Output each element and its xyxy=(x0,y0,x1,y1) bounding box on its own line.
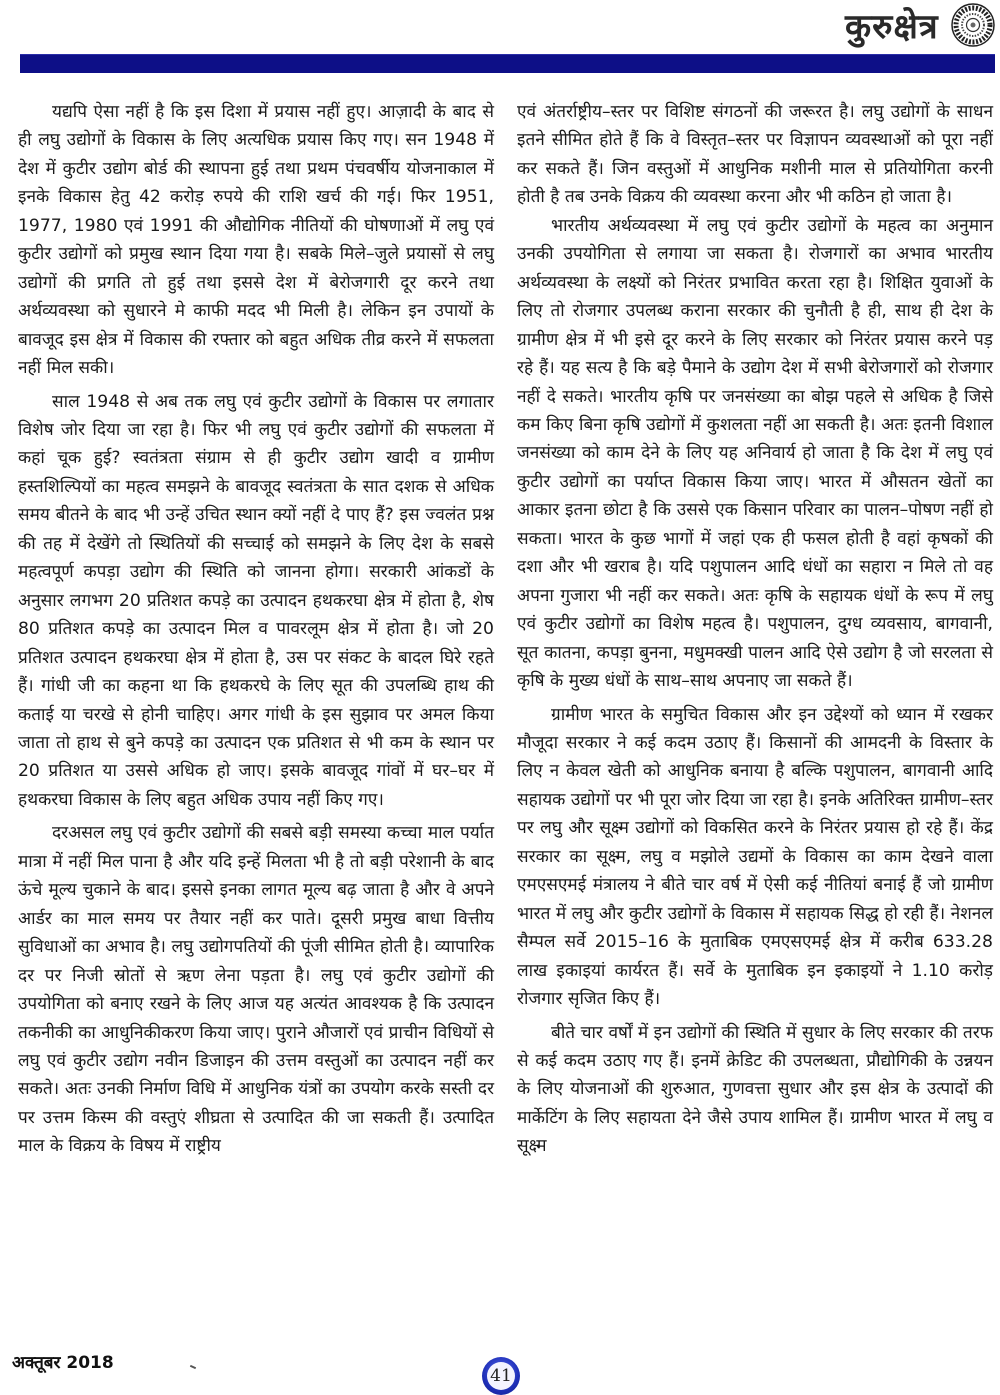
article-column-right xyxy=(517,98,993,1161)
masthead-title: कुरुक्षेत्र xyxy=(845,7,939,47)
print-mark xyxy=(190,1365,196,1369)
paragraph: साल 1948 से अब तक लघु एवं कुटीर उद्योगों के विकास पर लगातार विशेष जोर दिया जा रहा है। फिर भी लघु एवं कुटीर उद्योगों की सफलता में कहां चूक हुई? स्वतंत्रता संग्राम से ही कुटीर उद्योग खादी व ग्रामीण हस्तशिल्पियों का महत्व समझने के बावजूद स्वतंत्रता के सात दशक से अधिक समय बीतने के बाद भी उन्हें उचित स्थान क्यों नहीं दे पाए हैं? इस ज्वलंत प्रश्न की तह में देखेंगे तो स्थितियों की सच्चाई को समझने के लिए देश के सबसे महत्वपूर्ण कपड़ा उद्योग की स्थिति को जानना होगा। सरकारी आंकडों के अनुसार लगभग 20 प्रतिशत कपड़े का उत्पादन हथकरघा क्षेत्र में होता है, शेष 80 प्रतिशत कपड़े का उत्पादन मिल व पावरलूम क्षेत्र में होता है। जो 20 प्रतिशत उत्पादन हथकरघा क्षेत्र में होता है, उस पर संकट के बादल घिरे रहते हैं। गांधी जी का कहना था कि हथकरघे के लिए सूत की उपलब्धि हाथ की कताई या चरखे से होनी चाहिए। अगर गांधी के इस सुझाव पर अमल किया जाता तो हाथ से बुने कपड़े का उत्पादन एक प्रतिशत से भी कम के स्थान पर 20 प्रतिशत या उससे अधिक हो जाए। इसके बावजूद गांवों में घर–घर में हथकरघा विकास के लिए बहुत अधिक उपाय नहीं किए गए। xyxy=(18,391,494,810)
page-number: 41 xyxy=(487,1362,515,1390)
paragraph: भारतीय अर्थव्यवस्था में लघु एवं कुटीर उद्योगों के महत्व का अनुमान उनकी उपयोगिता से लगाया जा सकता है। रोजगारों का अभाव भारतीय अर्थव्यवस्था के लक्ष्यों को निरंतर प्रभावित करता रहा है। शिक्षित युवाओं के लिए तो रोजगार उपलब्ध कराना सरकार की चुनौती है ही, साथ ही देश के ग्रामीण क्षेत्र में भी इसे दूर करने के लिए सरकार को निरंतर प्रयास करने पड़ रहे हैं। यह सत्य है कि बड़े पैमाने के उद्योग देश में सभी बेरोजगारों को रोजगार नहीं दे सकते। भारतीय कृषि पर जनसंख्या का बोझ पहले से अधिक है जिसे कम किए बिना कृषि उद्योगों में कुशलता नहीं आ सकती है। अतः इतनी विशाल जनसंख्या को काम देने के लिए यह अनिवार्य हो जाता है कि देश में लघु एवं कुटीर उद्योगों का पर्याप्त विकास किया जाए। भारत में औसतन खेतों का आकार इतना छोटा है कि उससे एक किसान परिवार का पालन–पोषण नहीं हो सकता। भारत के कुछ भागों में जहां एक ही फसल होती है वहां कृषकों की दशा और भी खराब है। यदि पशुपालन आदि धंधों का सहारा न मिले तो वह अपना गुजारा भी नहीं कर सकते। अतः कृषि के सहायक धंधों के रूप में लघु एवं कुटीर उद्योगों का विशेष महत्व है। पशुपालन, दुग्ध व्यवसाय, बागवानी, सूत कातना, कपड़ा बुनना, मधुमक्खी पालन आदि ऐसे उद्योग है जो सरलता से कृषि के मुख्य धंधों के साथ–साथ अपनाए जा सकते हैं। xyxy=(517,215,993,692)
paragraph: दरअसल लघु एवं कुटीर उद्योगों की सबसे बड़ी समस्या कच्चा माल पर्यात मात्रा में नहीं मिल पाना है और यदि इन्हें मिलता भी है तो बड़ी परेशानी के बाद ऊंचे मूल्य चुकाने के बाद। इससे इनका लागत मूल्य बढ़ जाता है और वे अपने आर्डर का माल समय पर तैयार नहीं कर पाते। दूसरी प्रमुख बाधा वित्तीय सुविधाओं का अभाव है। लघु उद्योगपतियों की पूंजी सीमित होती है। व्यापारिक दर पर निजी स्रोतों से ऋण लेना पड़ता है। लघु एवं कुटीर उद्योगों की उपयोगिता को बनाए रखने के लिए आज यह अत्यंत आवश्यक है कि उत्पादन तकनीकी का आधुनिकीकरण किया जाए। पुराने औजारों एवं प्राचीन विधियों से लघु एवं कुटीर उद्योग नवीन डिजाइन की उत्तम वस्तुओं का उत्पादन नहीं कर सकते। अतः उनकी निर्माण विधि में आधुनिक यंत्रों का उपयोग करके सस्ती दर पर उत्तम किस्म की वस्तुएं शीघ्रता से उत्पादित की जा सकती हैं। उत्पादित माल के विक्रय के विषय में राष्ट्रीय xyxy=(18,823,494,1157)
paragraph: बीते चार वर्षों में इन उद्योगों की स्थिति में सुधार के लिए सरकार की तरफ से कई कदम उठाए गए हैं। इनमें क्रेडिट की उपलब्धता, प्रौद्योगिकी के उन्नयन के लिए योजनाओं की शुरुआत, गुणवत्ता सुधार और इस क्षेत्र के उत्पादों की मार्केटिंग के लिए सहायता देने जैसे उपाय शामिल हैं। ग्रामीण भारत में लघु व सूक्ष्म xyxy=(517,1022,993,1157)
issue-date: अक्तूबर 2018 xyxy=(12,1353,114,1373)
article-column-left xyxy=(18,98,494,1161)
paragraph: एवं अंतर्राष्ट्रीय–स्तर पर विशिष्ट संगठनों की जरूरत है। लघु उद्योगों के साधन इतने सीमित होते हैं कि वे विस्तृत–स्तर पर विज्ञापन व्यवस्थाओं को पूरा नहीं कर सकते हैं। जिन वस्तुओं में आधुनिक मशीनी माल से प्रतियोगिता करनी होती है तब उनके विक्रय की व्यवस्था करना और भी कठिन हो जाता है। xyxy=(517,102,993,208)
paragraph: ग्रामीण भारत के समुचित विकास और इन उद्देश्यों को ध्यान में रखकर मौजूदा सरकार ने कई कदम उठाए हैं। किसानों की आमदनी के विस्तार के लिए न केवल खेती को आधुनिक बनाया है बल्कि पशुपालन, बागवानी आदि सहायक उद्योगों पर भी पूरा जोर दिया जा रहा है। इनके अतिरिक्त ग्रामीण–स्तर पर लघु और सूक्ष्म उद्योगों को विकसित करने के निरंतर प्रयास हो रहे हैं। केंद्र सरकार का सूक्ष्म, लघु व मझोले उद्यमों के विकास का काम देखने वाला एमएसएमई मंत्रालय ने बीते चार वर्ष में ऐसी कई नीतियां बनाई हैं जो ग्रामीण भारत में लघु और कुटीर उद्योगों के विकास में सहायक सिद्ध हो रही हैं। नेशनल सैम्पल सर्वे 2015–16 के मुताबिक एमएसएमई क्षेत्र में करीब 633.28 लाख इकाइयां कार्यरत हैं। सर्वे के मुताबिक इन इकाइयों ने 1.10 करोड़ रोजगार सृजित किए हैं। xyxy=(517,704,993,1010)
wheel-emblem-icon xyxy=(951,3,995,47)
header-rule-bar xyxy=(20,54,995,73)
page-number-badge xyxy=(482,1357,520,1395)
paragraph: यद्यपि ऐसा नहीं है कि इस दिशा में प्रयास नहीं हुए। आज़ादी के बाद से ही लघु उद्योगों के विकास के लिए अत्यधिक प्रयास किए गए। सन 1948 में देश में कुटीर उद्योग बोर्ड की स्थापना हुई तथा प्रथम पंचवर्षीय योजनाकाल में इनके विकास हेतु 42 करोड़ रुपये की राशि खर्च की गई। फिर 1951, 1977, 1980 एवं 1991 की औद्योगिक नीतियों की घोषणाओं में लघु एवं कुटीर उद्योगों को प्रमुख स्थान दिया गया है। सबके मिले–जुले प्रयासों से लघु उद्योगों की प्रगति तो हुई तथा इससे देश में बेरोजगारी दूर करने तथा अर्थव्यवस्था को सुधारने मे काफी मदद भी मिली है। लेकिन इन उपायों के बावजूद इस क्षेत्र में विकास की रफ्तार को बहुत अधिक तीव्र करने में सफलता नहीं मिल सकी। xyxy=(18,102,494,379)
